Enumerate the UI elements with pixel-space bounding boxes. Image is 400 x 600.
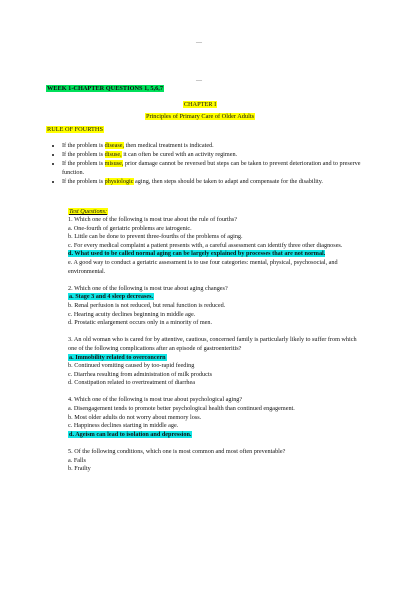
week-title: WEEK 1-CHAPTER QUESTIONS 1, 5,6,7 <box>47 85 163 92</box>
chapter-title <box>0 113 400 120</box>
correct-answer: a. Stage 3 and 4 sleep decreases. <box>69 293 154 301</box>
answer-option: c. Happiness declines starting in middle age. <box>68 422 179 430</box>
answer-option: a. One-fourth of geriatric problems are iatrogenic. <box>68 224 192 232</box>
answer-option: d. Prostatic enlargement occurs only in a minority of men. <box>68 319 213 327</box>
answer-option: d. Constipation related to overtreatment of diarrhea <box>68 379 195 387</box>
correct-answer: d. What used to be called normal aging can be largely explained by processes that are not normal. <box>68 250 326 258</box>
rule-highlight: disease, <box>104 142 125 149</box>
question-text: 4. Which one of the following is most true about psychological aging? <box>68 396 243 404</box>
rule-item: • If the problem is disuse, it can often be cured with an activity regimen. <box>62 151 374 160</box>
rule-highlight: physiologic <box>104 178 134 186</box>
test-questions-label: Test Questions: <box>69 208 108 215</box>
answer-option: b. Frailty <box>68 465 91 473</box>
rule-item: • If the problem is physiologic aging, then steps should be taken to adapt and compensate for the disability. <box>62 178 374 187</box>
chapter-title-text: Principles of Primary Care of Older Adults <box>145 113 255 120</box>
question-text: 2. Which one of the following is most true about aging changes? <box>68 284 228 292</box>
rule-item: • If the problem is misuse, prior damage cannot be reversed but steps can be taken to prevent deterioration and to preserve function. <box>62 160 374 178</box>
answer-option: b. Little can be done to prevent three-fourths of the problems of aging. <box>68 233 243 241</box>
answer-option: c. For every medical complaint a patient presents with, a careful assessment can identify three other diagnoses. <box>68 241 343 249</box>
subheader-mark: — <box>196 78 202 84</box>
answer-option: c. Hearing acuity declines beginning in middle age. <box>68 310 196 318</box>
rule-title: RULE OF FOURTHS <box>47 126 103 133</box>
question-text: 1. Which one of the following is most true about the rule of fourths? <box>68 216 237 223</box>
chapter-number-text: CHAPTER I <box>183 101 217 108</box>
answer-option: a. Falls <box>68 456 86 464</box>
answer-option: b. Continued vomiting caused by too-rapid feeding <box>68 362 195 370</box>
chapter-number <box>0 101 400 108</box>
answer-option: b. Most older adults do not worry about memory loss. <box>68 413 202 421</box>
rules-list <box>46 142 374 188</box>
answer-option: c. Diarrhea resulting from administration of milk products <box>68 370 212 378</box>
correct-answer: a. Immobility related to overconcern <box>69 353 166 361</box>
question-text: 3. An old woman who is cared for by attentive, cautious, concerned family is particularly likely to suffer from which one of the following complications after an episode of gastroenteritis? <box>68 336 357 352</box>
header-mark: — <box>196 40 202 46</box>
answer-option: a. Disengagement tends to promote better psychological health than continued engagement. <box>68 405 295 413</box>
correct-answer: d. Ageism can lead to isolation and depression. <box>69 430 192 438</box>
answer-option: e. A good way to conduct a geriatric assessment is to use four categories: mental, physical, psychosocial, and environmental. <box>68 258 338 275</box>
rule-item: • If the problem is disease, then medical treatment is indicated. <box>62 142 374 151</box>
rule-highlight: misuse, <box>104 160 124 168</box>
rule-highlight: disuse, <box>104 151 122 159</box>
question-text: 5. Of the following conditions, which one is most common and most often preventable? <box>68 448 286 456</box>
answer-option: b. Renal perfusion is not reduced, but renal function is reduced. <box>68 301 226 309</box>
questions-block <box>68 216 360 474</box>
